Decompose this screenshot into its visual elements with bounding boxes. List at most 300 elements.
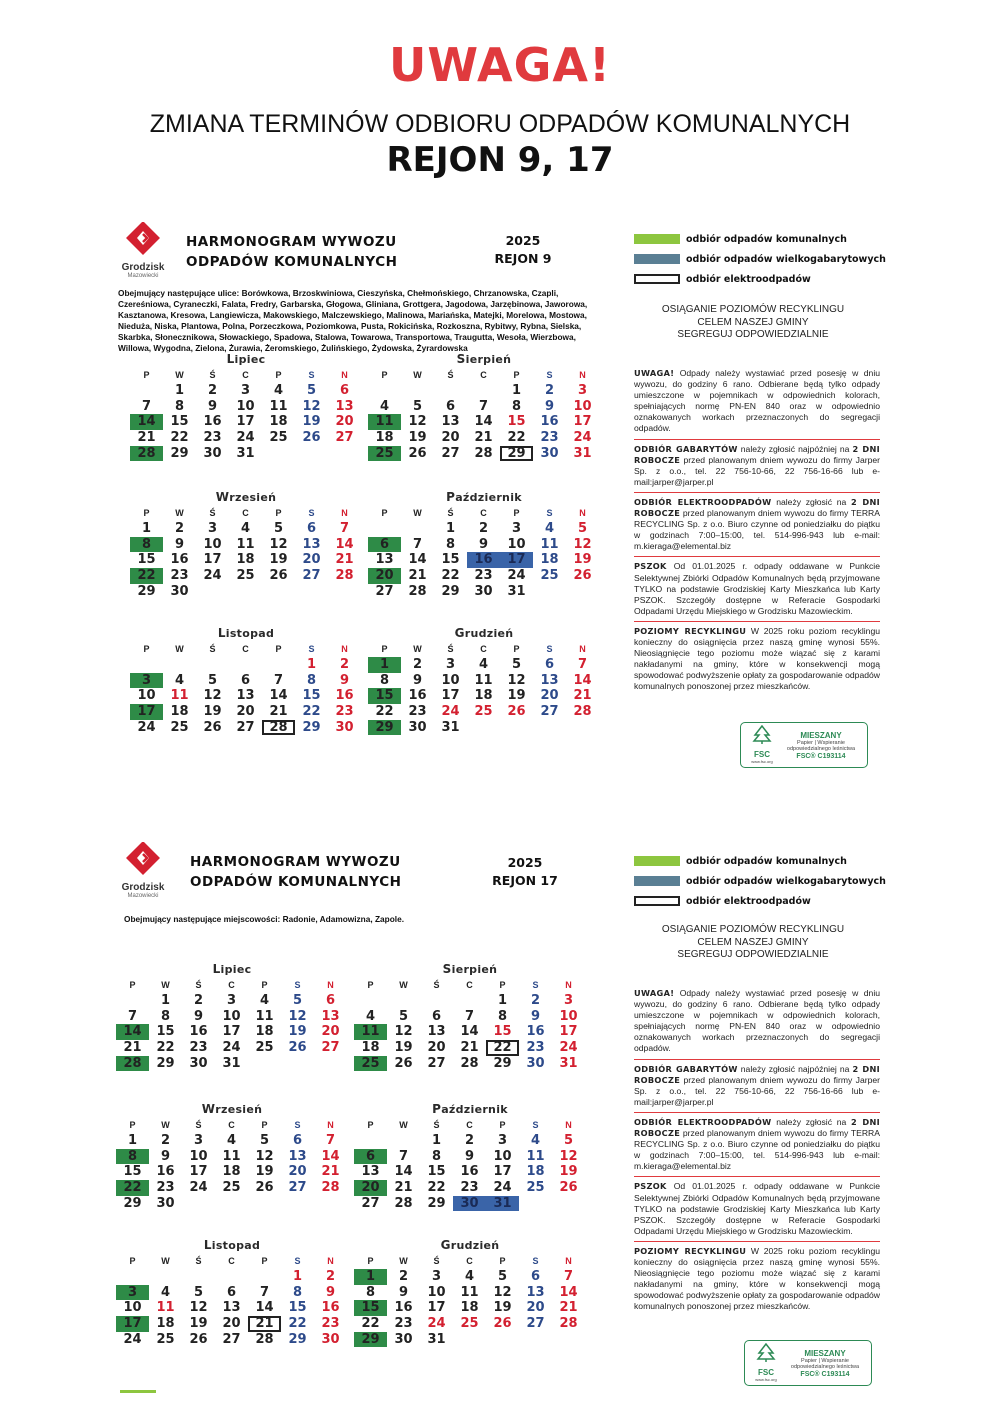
day-municipal-pickup: 25	[354, 1056, 387, 1072]
day-cell: 12	[255, 1148, 274, 1164]
day-cell: 27	[540, 704, 559, 720]
day-cell: 6	[306, 521, 317, 536]
weekday-header: S	[546, 370, 553, 380]
empty-day	[368, 521, 401, 537]
day-municipal-pickup: 22	[130, 568, 163, 584]
day-cell: 31	[427, 1331, 446, 1347]
schedule-title	[190, 852, 401, 892]
day-cell: 1	[292, 1269, 303, 1284]
weekday-header: S	[308, 508, 315, 518]
day-cell: 21	[335, 552, 354, 568]
day-cell: 13	[540, 672, 559, 688]
day-cell: 9	[530, 1008, 541, 1024]
day-cell: 8	[445, 536, 456, 552]
month-name: Sierpień	[456, 352, 512, 366]
day-cell: 29	[156, 1055, 175, 1071]
day-cell: 5	[511, 657, 522, 672]
day-cell: 29	[302, 719, 321, 735]
day-cell: 18	[526, 1164, 545, 1180]
month-0	[116, 962, 348, 1071]
weekday-header: P	[381, 370, 388, 380]
day-cell: 28	[255, 1331, 274, 1347]
day-cell: 18	[255, 1024, 274, 1040]
day-cell: 27	[441, 445, 460, 461]
day-cell: 12	[189, 1300, 208, 1316]
day-cell: 24	[427, 1316, 446, 1332]
day-cell: 10	[441, 672, 460, 688]
day-cell: 4	[464, 1269, 475, 1284]
day-cell: 21	[123, 1040, 142, 1056]
day-cell: 4	[174, 672, 185, 688]
fsc-text	[783, 1349, 867, 1378]
day-cell: 3	[577, 383, 588, 398]
day-cell: 30	[170, 583, 189, 599]
day-cell: 13	[427, 1024, 446, 1040]
day-cell: 11	[255, 1008, 274, 1024]
empty-day	[401, 521, 434, 537]
day-cell: 8	[306, 672, 317, 688]
empty-day	[368, 383, 401, 399]
empty-day	[116, 993, 149, 1009]
day-cell: 3	[193, 1133, 204, 1148]
day-cell: 12	[269, 536, 288, 552]
weekday-header: P	[261, 1256, 268, 1266]
empty-day	[116, 1269, 149, 1285]
weekday-header: N	[579, 508, 586, 518]
weekday-header: Ś	[195, 1120, 202, 1130]
legend-swatch-box	[634, 896, 680, 906]
info-label: 2 DNI ROBOCZE	[634, 443, 880, 465]
day-cell: 24	[137, 719, 156, 735]
info-label: POZIOMY RECYKLINGU	[634, 1245, 747, 1256]
day-cell: 20	[427, 1040, 446, 1056]
fsc-logo-text: FSC	[754, 749, 770, 759]
day-cell: 18	[460, 1300, 479, 1316]
day-municipal-pickup: 22	[116, 1180, 149, 1196]
day-cell: 30	[540, 445, 559, 461]
day-municipal-pickup: 17	[130, 704, 163, 720]
weekday-header: P	[513, 644, 520, 654]
day-cell: 27	[288, 1180, 307, 1196]
day-cell: 6	[530, 1269, 541, 1284]
info-gabaryty	[634, 439, 880, 492]
weekday-header: P	[143, 508, 150, 518]
day-cell: 2	[478, 521, 489, 536]
empty-day	[130, 383, 163, 399]
grodzisk-logo	[113, 842, 173, 899]
info-label: PSZOK	[634, 1181, 667, 1192]
day-cell: 5	[563, 1133, 574, 1148]
day-cell: 4	[544, 521, 555, 536]
day-cell: 21	[394, 1180, 413, 1196]
day-cell: 10	[507, 536, 526, 552]
day-cell: 14	[408, 552, 427, 568]
fsc-logo-text: FSC	[758, 1367, 774, 1377]
year-label: 2025	[507, 855, 543, 870]
recycling-line: OSIĄGANIE POZIOMÓW RECYKLINGU	[661, 924, 845, 935]
weekday-header: P	[367, 1120, 374, 1130]
fsc-tree-icon	[749, 1343, 783, 1384]
weekday-header: P	[275, 370, 282, 380]
day-cell: 17	[559, 1024, 578, 1040]
month-grid	[368, 505, 600, 599]
info-label: POZIOMY RECYKLINGU	[634, 625, 747, 636]
fsc-code: FSC® C193114	[800, 1370, 850, 1378]
weekday-header: S	[294, 980, 301, 990]
weekday-header: N	[565, 980, 572, 990]
day-cell: 2	[339, 657, 350, 672]
day-cell: 9	[193, 1008, 204, 1024]
fsc-text	[779, 731, 863, 760]
tree-icon	[755, 1343, 777, 1363]
day-cell: 20	[540, 688, 559, 704]
day-cell: 10	[236, 398, 255, 414]
day-cell: 1	[511, 383, 522, 398]
day-cell: 15	[302, 688, 321, 704]
day-cell: 11	[170, 688, 189, 704]
day-cell: 9	[339, 672, 350, 688]
day-cell: 30	[335, 719, 354, 735]
day-cell: 23	[156, 1180, 175, 1196]
info-text: przed planowanym dniem wywozu do firmy TERRA RECYCLING Sp. z o.o. Biuro czynne od poniedziałku do piątku w godzinach 7:00–15:00, tel. 514-996-943 lub e-mail: m.kieraga@elemental.biz	[634, 1128, 880, 1172]
day-cell: 1	[431, 1133, 442, 1148]
day-cell: 13	[361, 1164, 380, 1180]
month-name: Lipiec	[212, 962, 252, 976]
info-label: PSZOK	[634, 561, 667, 572]
day-cell: 24	[123, 1331, 142, 1347]
legend	[634, 229, 886, 289]
day-cell: 9	[464, 1148, 475, 1164]
day-cell: 13	[236, 688, 255, 704]
day-electro-pickup: 22	[486, 1040, 519, 1056]
day-cell: 1	[127, 1133, 138, 1148]
weekday-header: N	[565, 1256, 572, 1266]
day-cell: 20	[441, 430, 460, 446]
weekday-header: S	[294, 1120, 301, 1130]
weekday-header: C	[228, 1120, 235, 1130]
day-cell: 15	[170, 414, 189, 430]
month-grid	[368, 367, 600, 461]
day-cell: 16	[526, 1024, 545, 1040]
legend-swatch-box	[634, 274, 680, 284]
weekday-header: C	[466, 980, 473, 990]
day-cell: 31	[507, 583, 526, 599]
day-cell: 10	[123, 1300, 142, 1316]
day-cell: 5	[306, 383, 317, 398]
day-cell: 20	[288, 1164, 307, 1180]
weekday-header: N	[327, 1120, 334, 1130]
month-1	[354, 962, 586, 1071]
day-cell: 18	[361, 1040, 380, 1056]
day-cell: 5	[273, 521, 284, 536]
month-name: Grudzień	[440, 1238, 500, 1252]
day-cell: 31	[441, 719, 460, 735]
fsc-badge	[744, 1340, 872, 1386]
day-cell: 25	[170, 719, 189, 735]
day-cell: 23	[460, 1180, 479, 1196]
day-cell: 15	[288, 1300, 307, 1316]
empty-day	[163, 657, 196, 673]
day-cell: 11	[269, 398, 288, 414]
day-cell: 28	[394, 1195, 413, 1211]
info-text: W 2025 roku poziom recyklingu konieczny do osiągnięcia przez naszą gminę wynosi 55%. Nieosiągnięcie tego poziomu może wiązać się z karami nakładanymi na gminy, które w konsekwencji mogą spowodować podwyższenie opłaty za gospodarowanie odpadów komunalnych ponoszonej przez mieszkańców.	[634, 625, 881, 692]
day-cell: 22	[441, 568, 460, 584]
info-text: W 2025 roku poziom recyklingu konieczny do osiągnięcia przez naszą gminę wynosi 55%. Nieosiągnięcie tego poziomu może wiązać się z karami nakładanymi na gminy, które w konsekwencji mogą spowodować podwyższenie opłaty za gospodarowanie odpadów komunalnych ponoszonej przez mieszkańców.	[634, 1245, 881, 1312]
weekday-header: S	[532, 980, 539, 990]
day-cell: 26	[493, 1316, 512, 1332]
weekday-header: S	[308, 370, 315, 380]
schedule-title-line1: HARMONOGRAM WYWOZU	[186, 234, 397, 250]
day-cell: 8	[497, 1008, 508, 1024]
day-cell: 8	[431, 1148, 442, 1164]
logo-sub: Mazowiecki	[127, 893, 159, 899]
day-bulky-pickup: 16	[467, 552, 500, 568]
day-cell: 27	[321, 1040, 340, 1056]
day-cell: 17	[236, 414, 255, 430]
grodzisk-logo-icon	[123, 842, 163, 882]
day-cell: 18	[375, 430, 394, 446]
day-cell: 7	[478, 398, 489, 414]
weekday-header: C	[242, 508, 249, 518]
legend-label: odbiór elektroodpadów	[686, 273, 811, 285]
day-cell: 26	[394, 1055, 413, 1071]
day-cell: 8	[365, 1284, 376, 1300]
fsc-code: FSC® C193114	[796, 752, 846, 760]
empty-day	[354, 1133, 387, 1149]
day-cell: 11	[474, 672, 493, 688]
recycling-line: SEGREGUJ ODPOWIEDZIALNIE	[677, 949, 829, 960]
day-cell: 30	[156, 1195, 175, 1211]
day-cell: 12	[493, 1284, 512, 1300]
weekday-header: N	[341, 370, 348, 380]
info-uwaga	[634, 364, 880, 439]
day-cell: 9	[478, 536, 489, 552]
day-cell: 20	[222, 1316, 241, 1332]
day-cell: 24	[507, 568, 526, 584]
info-poziomy	[634, 621, 880, 697]
day-cell: 5	[292, 993, 303, 1008]
day-cell: 9	[325, 1284, 336, 1300]
day-cell: 13	[222, 1300, 241, 1316]
info-text: Odpady należy wystawiać przed posesję w dniu wywozu, do godziny 6 rano. Odbierane będą tylko odpady umieszczone w pojemnikach w odpowiednich kolorach, spełniających normę PN-EN 840 oraz w odpowiednio oznakowanych workach przeznaczonych do segregacji odpadów.	[634, 988, 881, 1054]
day-cell: 27	[526, 1316, 545, 1332]
day-cell: 19	[573, 552, 592, 568]
recycling-goal	[618, 924, 888, 962]
day-cell: 23	[526, 1040, 545, 1056]
info-text: przed planowanym dniem wywozu do firmy Jarper Sp. z o.o., tel. 22 756-10-66, 22 756-16-66 lub e-mail:jarper@jarper.pl	[634, 1074, 881, 1107]
day-cell: 16	[335, 688, 354, 704]
schedule-year	[480, 854, 570, 890]
month-grid	[368, 641, 600, 735]
day-cell: 26	[255, 1180, 274, 1196]
day-municipal-pickup: 15	[354, 1300, 387, 1316]
legend-electro	[634, 269, 886, 289]
empty-day	[387, 993, 420, 1009]
day-cell: 16	[170, 552, 189, 568]
day-electro-pickup: 29	[500, 446, 533, 462]
day-cell: 15	[123, 1164, 142, 1180]
weekday-header: P	[367, 980, 374, 990]
day-cell: 3	[226, 993, 237, 1008]
day-cell: 29	[493, 1055, 512, 1071]
day-cell: 10	[189, 1148, 208, 1164]
day-municipal-pickup: 6	[368, 537, 401, 553]
day-municipal-pickup: 3	[130, 673, 163, 689]
info-text: przed planowanym dniem wywozu do firmy TERRA RECYCLING Sp. z o.o. Biuro czynne od poniedziałku do piątku w godzinach 7:00–15:00, tel. 514-996-943 lub e-mail: m.kieraga@elemental.biz	[634, 508, 880, 552]
day-cell: 20	[236, 704, 255, 720]
day-cell: 17	[441, 688, 460, 704]
info-pszok	[634, 556, 880, 620]
weekday-header: W	[161, 1120, 170, 1130]
legend-swatch-green	[634, 856, 680, 866]
weekday-header: Ś	[209, 644, 216, 654]
day-municipal-pickup: 15	[368, 688, 401, 704]
day-municipal-pickup: 1	[354, 1269, 387, 1285]
day-cell: 24	[189, 1180, 208, 1196]
day-cell: 17	[493, 1164, 512, 1180]
weekday-header: P	[367, 1256, 374, 1266]
day-cell: 30	[203, 445, 222, 461]
day-cell: 6	[292, 1133, 303, 1148]
day-cell: 27	[427, 1055, 446, 1071]
weekday-header: N	[341, 644, 348, 654]
day-cell: 10	[137, 688, 156, 704]
fsc-line: odpowiedzialnego leśnictwa	[786, 746, 856, 752]
month-3	[368, 490, 600, 599]
day-municipal-pickup: 8	[130, 537, 163, 553]
day-cell: 1	[445, 521, 456, 536]
day-cell: 20	[302, 552, 321, 568]
day-cell: 21	[573, 688, 592, 704]
info-label: ODBIÓR GABARYTÓW	[634, 443, 738, 454]
day-cell: 28	[460, 1055, 479, 1071]
day-cell: 16	[156, 1164, 175, 1180]
day-cell: 26	[408, 445, 427, 461]
day-cell: 7	[563, 1269, 574, 1284]
legend-label: odbiór elektroodpadów	[686, 895, 811, 907]
fsc-line: Papier | Wspieranie	[797, 739, 845, 746]
day-cell: 10	[427, 1284, 446, 1300]
day-cell: 2	[160, 1133, 171, 1148]
weekday-header: N	[327, 1256, 334, 1266]
day-cell: 19	[255, 1164, 274, 1180]
weekday-header: W	[161, 980, 170, 990]
day-cell: 24	[203, 568, 222, 584]
schedule-title	[186, 232, 397, 272]
day-cell: 7	[577, 657, 588, 672]
day-cell: 27	[222, 1331, 241, 1347]
day-cell: 1	[160, 993, 171, 1008]
month-2	[130, 490, 362, 599]
info-label: ODBIÓR ELEKTROODPADÓW	[634, 496, 772, 507]
day-cell: 21	[559, 1300, 578, 1316]
day-cell: 18	[236, 552, 255, 568]
day-cell: 6	[240, 672, 251, 688]
empty-day	[387, 1133, 420, 1149]
day-cell: 16	[321, 1300, 340, 1316]
day-cell: 7	[339, 521, 350, 536]
day-cell: 19	[408, 430, 427, 446]
day-cell: 13	[441, 414, 460, 430]
weekday-header: P	[499, 1256, 506, 1266]
day-municipal-pickup: 29	[368, 720, 401, 736]
day-cell: 4	[379, 398, 390, 414]
day-cell: 2	[398, 1269, 409, 1284]
weekday-header: W	[175, 508, 184, 518]
day-cell: 18	[540, 552, 559, 568]
day-cell: 23	[203, 430, 222, 446]
day-cell: 14	[474, 414, 493, 430]
day-cell: 12	[203, 688, 222, 704]
day-cell: 22	[375, 704, 394, 720]
day-cell: 5	[193, 1284, 204, 1300]
day-cell: 19	[507, 688, 526, 704]
month-2	[116, 1102, 348, 1211]
weekday-header: P	[499, 1120, 506, 1130]
day-cell: 15	[507, 414, 526, 430]
info-panel	[634, 984, 880, 1316]
green-mark	[120, 1390, 156, 1393]
info-text: należy zgłosić na	[776, 496, 847, 507]
day-cell: 24	[559, 1040, 578, 1056]
empty-day	[262, 657, 295, 673]
weekday-header: P	[381, 644, 388, 654]
schedule-title-line2: ODPADÓW KOMUNALNYCH	[190, 874, 402, 890]
recycling-line: OSIĄGANIE POZIOMÓW RECYKLINGU	[661, 304, 845, 315]
empty-day	[467, 383, 500, 399]
info-label: 2 DNI ROBOCZE	[634, 1063, 880, 1085]
day-cell: 17	[573, 414, 592, 430]
day-municipal-pickup: 11	[354, 1024, 387, 1040]
day-cell: 8	[160, 1008, 171, 1024]
month-5	[368, 626, 600, 735]
day-cell: 23	[189, 1040, 208, 1056]
day-cell: 3	[497, 1133, 508, 1148]
day-cell: 6	[325, 993, 336, 1008]
day-cell: 15	[441, 552, 460, 568]
day-cell: 5	[577, 521, 588, 536]
schedule-year	[478, 232, 568, 268]
weekday-header: Ś	[447, 370, 454, 380]
day-cell: 6	[339, 383, 350, 398]
grodzisk-logo	[113, 222, 173, 279]
legend-label: odbiór odpadów komunalnych	[686, 855, 847, 867]
page-title: UWAGA!	[389, 38, 611, 92]
day-cell: 18	[156, 1316, 175, 1332]
weekday-header: S	[546, 644, 553, 654]
day-cell: 25	[222, 1180, 241, 1196]
info-label: ODBIÓR ELEKTROODPADÓW	[634, 1116, 772, 1127]
info-text: Od 01.01.2025 r. odpady oddawane w Punkcie Selektywnej Zbiórki Odpadów Komunalnych będą przyjmowane TYLKO na podstawie Grodziskiej Karty Mieszkańca lub Karty PSZOK. Szczegóły dostępne w Referacie Gospodarki Odpadami Urzędu Miejskiego w Grodzisku Mazowieckim.	[634, 561, 881, 616]
day-cell: 27	[375, 583, 394, 599]
day-cell: 21	[137, 430, 156, 446]
day-cell: 30	[394, 1331, 413, 1347]
weekday-header: C	[480, 644, 487, 654]
weekday-header: P	[129, 1256, 136, 1266]
day-cell: 11	[460, 1284, 479, 1300]
day-cell: 18	[269, 414, 288, 430]
day-cell: 2	[325, 1269, 336, 1284]
day-cell: 8	[511, 398, 522, 414]
day-cell: 5	[259, 1133, 270, 1148]
day-cell: 19	[269, 552, 288, 568]
day-cell: 3	[563, 993, 574, 1008]
legend-municipal	[634, 229, 886, 249]
day-cell: 14	[321, 1148, 340, 1164]
day-cell: 23	[408, 704, 427, 720]
weekday-header: P	[513, 370, 520, 380]
day-cell: 25	[156, 1331, 175, 1347]
